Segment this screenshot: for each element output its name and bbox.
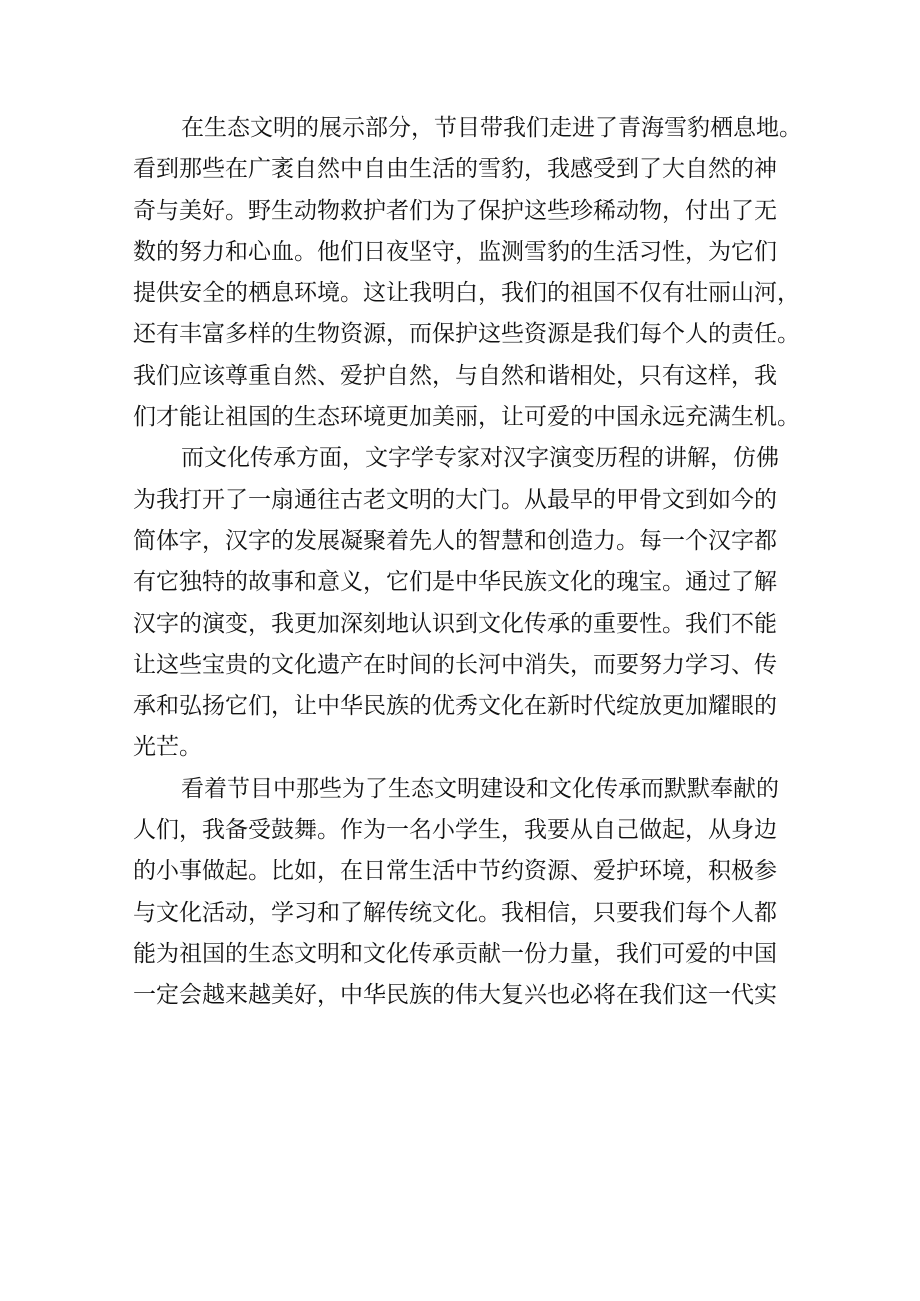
- text-line: 承和弘扬它们，让中华民族的优秀文化在新时代绽放更加耀眼的: [133, 693, 777, 720]
- text-line: 提供安全的栖息环境。这让我明白，我们的祖国不仅有壮丽山河，: [133, 280, 800, 307]
- text-line: 看到那些在广袤自然中自由生活的雪豹，我感受到了大自然的神: [133, 156, 777, 183]
- text-line: 简体字，汉字的发展凝聚着先人的智慧和创造力。每一个汉字都: [133, 527, 777, 554]
- body-text: [133, 108, 802, 1017]
- text-line: 光芒。: [133, 734, 202, 761]
- text-line: 与文化活动，学习和了解传统文化。我相信，只要我们每个人都: [133, 899, 777, 926]
- text-line: 看着节目中那些为了生态文明建设和文化传承而默默奉献的: [181, 775, 779, 802]
- paragraph-culture: [133, 438, 798, 768]
- text-line: 有它独特的故事和意义，它们是中华民族文化的瑰宝。通过了解: [133, 569, 777, 596]
- text-line: 奇与美好。野生动物救护者们为了保护这些珍稀动物，付出了无: [133, 197, 777, 224]
- text-line: 还有丰富多样的生物资源，而保护这些资源是我们每个人的责任。: [133, 321, 800, 348]
- text-line: 的小事做起。比如，在日常生活中节约资源、爱护环境，积极参: [133, 858, 777, 885]
- text-line: 为我打开了一扇通往古老文明的大门。从最早的甲骨文到如今的: [133, 486, 777, 513]
- text-line: 们才能让祖国的生态环境更加美丽，让可爱的中国永远充满生机。: [133, 404, 800, 431]
- paragraph-inspiration: [133, 769, 798, 1017]
- text-line: 能为祖国的生态文明和文化传承贡献一份力量，我们可爱的中国: [133, 940, 777, 967]
- text-line: 我们应该尊重自然、爱护自然，与自然和谐相处，只有这样，我: [133, 362, 777, 389]
- paragraph-ecology: [133, 108, 802, 438]
- text-line: 人们，我备受鼓舞。作为一名小学生，我要从自己做起，从身边: [133, 817, 777, 844]
- text-line: 在生态文明的展示部分，节目带我们走进了青海雪豹栖息地。: [181, 115, 802, 141]
- text-line: 而文化传承方面，文字学专家对汉字演变历程的讲解，仿佛: [181, 445, 779, 472]
- text-line: 汉字的演变，我更加深刻地认识到文化传承的重要性。我们不能: [133, 610, 777, 637]
- text-line: 让这些宝贵的文化遗产在时间的长河中消失，而要努力学习、传: [133, 651, 777, 678]
- text-line: 数的努力和心血。他们日夜坚守，监测雪豹的生活习性，为它们: [133, 238, 777, 265]
- text-line: 一定会越来越美好，中华民族的伟大复兴也必将在我们这一代实: [133, 982, 777, 1009]
